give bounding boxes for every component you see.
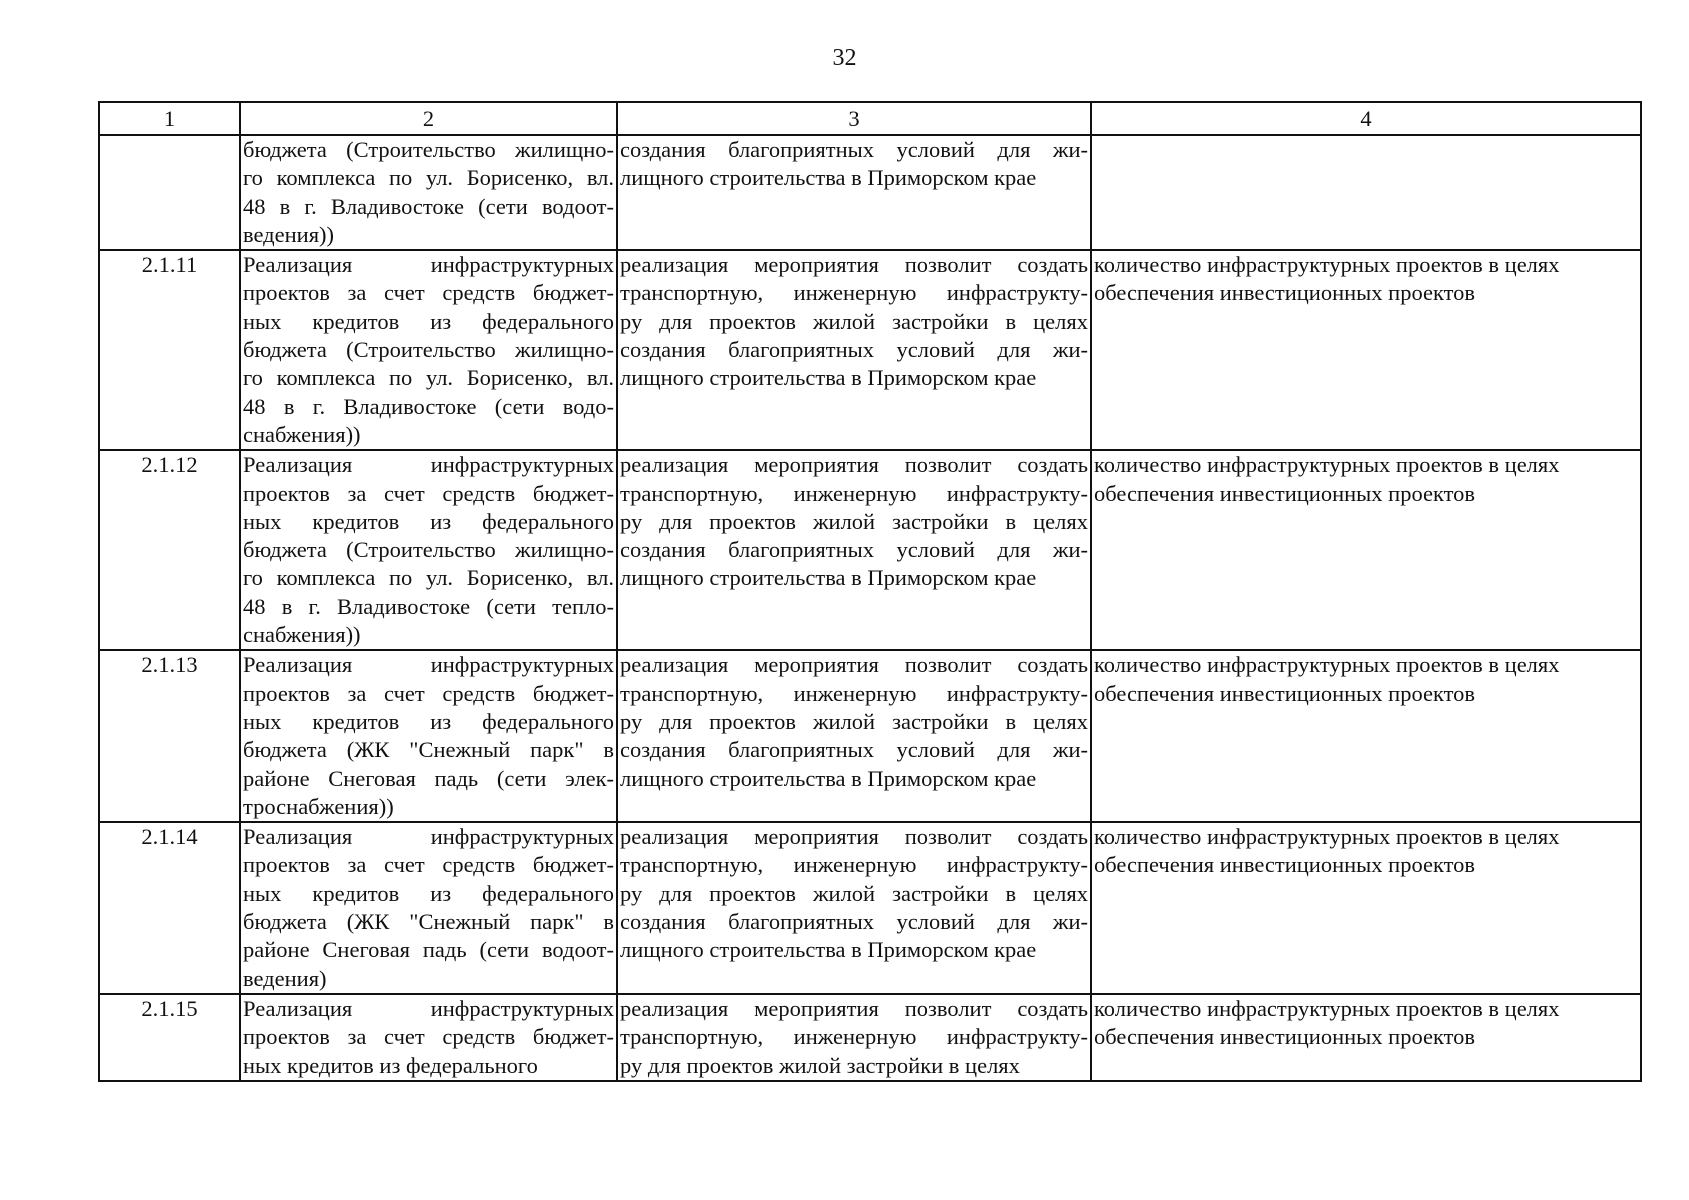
cell-text-line: количество инфраструктурных проектов в целях bbox=[1094, 824, 1560, 850]
cell-text-line: бюджета (ЖК "Снежный парк" в bbox=[243, 909, 614, 935]
cell-text-line: проектов за счет средств бюджет- bbox=[243, 1024, 614, 1050]
cell-text-line: создания благоприятных условий для жи- bbox=[620, 537, 1088, 563]
cell-text-line: лищного строительства в Приморском крае bbox=[620, 765, 1037, 791]
cell-text-line: троснабжения)) bbox=[243, 793, 394, 819]
rationale-cell bbox=[617, 250, 1091, 450]
cell-text-line: обеспечения инвестиционных проектов bbox=[1094, 852, 1475, 878]
cell-text-line: 48 в г. Владивостоке (сети тепло- bbox=[243, 593, 614, 619]
cell-text-line: реализация мероприятия позволит создать bbox=[620, 995, 1088, 1021]
table-row bbox=[99, 994, 1641, 1081]
cell-text-line: ру для проектов жилой застройки в целях bbox=[620, 308, 1088, 334]
cell-text-line: Реализация инфраструктурных bbox=[243, 652, 614, 678]
cell-text-line: Реализация инфраструктурных bbox=[243, 824, 614, 850]
row-number-cell: 2.1.15 bbox=[99, 994, 240, 1081]
rationale-cell bbox=[617, 994, 1091, 1081]
column-header-2: 2 bbox=[240, 102, 617, 135]
cell-text-line: лищного строительства в Приморском крае bbox=[620, 937, 1037, 963]
table-row bbox=[99, 650, 1641, 822]
cell-text-line: реализация мероприятия позволит создать bbox=[620, 652, 1088, 678]
cell-text-line: Реализация инфраструктурных bbox=[243, 252, 614, 278]
description-cell bbox=[240, 822, 617, 994]
cell-text-line: реализация мероприятия позволит создать bbox=[620, 452, 1088, 478]
cell-text-line: обеспечения инвестиционных проектов bbox=[1094, 280, 1475, 306]
cell-text-line: создания благоприятных условий для жи- bbox=[620, 337, 1088, 363]
cell-text-line: проектов за счет средств бюджет- bbox=[243, 280, 614, 306]
cell-text-line: го комплекса по ул. Борисенко, вл. bbox=[243, 565, 614, 591]
cell-text-line: реализация мероприятия позволит создать bbox=[620, 824, 1088, 850]
indicator-cell bbox=[1091, 994, 1641, 1081]
indicator-cell bbox=[1091, 135, 1641, 250]
cell-text-line: обеспечения инвестиционных проектов bbox=[1094, 1024, 1475, 1050]
cell-text-line: ных кредитов из федерального bbox=[243, 708, 614, 734]
cell-text-line: снабжения)) bbox=[243, 622, 361, 648]
table-row bbox=[99, 135, 1641, 250]
description-cell bbox=[240, 250, 617, 450]
indicator-cell bbox=[1091, 250, 1641, 450]
column-header-4: 4 bbox=[1091, 102, 1641, 135]
column-header-3: 3 bbox=[617, 102, 1091, 135]
cell-text-line: ных кредитов из федерального bbox=[243, 308, 614, 334]
cell-text-line: ведения)) bbox=[243, 221, 335, 247]
cell-text-line: бюджета (ЖК "Снежный парк" в bbox=[243, 737, 614, 763]
cell-text-line: ру для проектов жилой застройки в целях bbox=[620, 708, 1088, 734]
cell-text-line: Реализация инфраструктурных bbox=[243, 995, 614, 1021]
description-cell bbox=[240, 650, 617, 822]
cell-text-line: создания благоприятных условий для жи- bbox=[620, 137, 1088, 162]
cell-text-line: транспортную, инженерную инфраструкту- bbox=[620, 680, 1088, 706]
cell-text-line: ведения) bbox=[243, 965, 327, 991]
row-number-cell bbox=[99, 135, 240, 250]
description-cell bbox=[240, 135, 617, 250]
rationale-cell bbox=[617, 450, 1091, 650]
cell-text-line: количество инфраструктурных проектов в целях bbox=[1094, 252, 1560, 278]
cell-text-line: ру для проектов жилой застройки в целях bbox=[620, 508, 1088, 534]
cell-text-line: ных кредитов из федерального bbox=[243, 1052, 538, 1078]
cell-text-line: Реализация инфраструктурных bbox=[243, 452, 614, 478]
cell-text-line: количество инфраструктурных проектов в целях bbox=[1094, 995, 1560, 1021]
description-cell bbox=[240, 994, 617, 1081]
cell-text-line: 48 в г. Владивостоке (сети водоот- bbox=[243, 193, 614, 219]
table-body bbox=[99, 135, 1641, 1081]
rationale-cell bbox=[617, 135, 1091, 250]
cell-text-line: го комплекса по ул. Борисенко, вл. bbox=[243, 165, 614, 191]
cell-text-line: реализация мероприятия позволит создать bbox=[620, 252, 1088, 278]
cell-text-line: лищного строительства в Приморском крае bbox=[620, 165, 1037, 191]
cell-text-line: проектов за счет средств бюджет- bbox=[243, 480, 614, 506]
cell-text-line: 48 в г. Владивостоке (сети водо- bbox=[243, 393, 614, 419]
cell-text-line: обеспечения инвестиционных проектов bbox=[1094, 480, 1475, 506]
cell-text-line: ру для проектов жилой застройки в целях bbox=[620, 1052, 1020, 1078]
cell-text-line: ных кредитов из федерального bbox=[243, 880, 614, 906]
cell-text-line: бюджета (Строительство жилищно- bbox=[243, 137, 614, 162]
row-number-cell: 2.1.12 bbox=[99, 450, 240, 650]
cell-text-line: бюджета (Строительство жилищно- bbox=[243, 537, 614, 563]
cell-text-line: проектов за счет средств бюджет- bbox=[243, 852, 614, 878]
row-number-cell: 2.1.11 bbox=[99, 250, 240, 450]
cell-text-line: создания благоприятных условий для жи- bbox=[620, 737, 1088, 763]
indicator-cell bbox=[1091, 650, 1641, 822]
cell-text-line: районе Снеговая падь (сети водоот- bbox=[243, 937, 614, 963]
column-header-1: 1 bbox=[99, 102, 240, 135]
table-row bbox=[99, 450, 1641, 650]
cell-text-line: транспортную, инженерную инфраструкту- bbox=[620, 852, 1088, 878]
cell-text-line: лищного строительства в Приморском крае bbox=[620, 365, 1037, 391]
indicator-cell bbox=[1091, 450, 1641, 650]
cell-text-line: транспортную, инженерную инфраструкту- bbox=[620, 1024, 1088, 1050]
rationale-cell bbox=[617, 650, 1091, 822]
cell-text-line: районе Снеговая падь (сети элек- bbox=[243, 765, 614, 791]
cell-text-line: обеспечения инвестиционных проектов bbox=[1094, 680, 1475, 706]
table-row bbox=[99, 250, 1641, 450]
cell-text-line: количество инфраструктурных проектов в целях bbox=[1094, 652, 1560, 678]
table-row bbox=[99, 822, 1641, 994]
page-number: 32 bbox=[832, 45, 857, 71]
data-table bbox=[98, 101, 1642, 1082]
indicator-cell bbox=[1091, 822, 1641, 994]
cell-text-line: транспортную, инженерную инфраструкту- bbox=[620, 280, 1088, 306]
cell-text-line: создания благоприятных условий для жи- bbox=[620, 909, 1088, 935]
rationale-cell bbox=[617, 822, 1091, 994]
row-number-cell: 2.1.14 bbox=[99, 822, 240, 994]
cell-text-line: го комплекса по ул. Борисенко, вл. bbox=[243, 365, 614, 391]
cell-text-line: проектов за счет средств бюджет- bbox=[243, 680, 614, 706]
cell-text-line: количество инфраструктурных проектов в целях bbox=[1094, 452, 1560, 478]
row-number-cell: 2.1.13 bbox=[99, 650, 240, 822]
description-cell bbox=[240, 450, 617, 650]
table-header-row bbox=[99, 102, 1641, 135]
cell-text-line: ных кредитов из федерального bbox=[243, 508, 614, 534]
cell-text-line: бюджета (Строительство жилищно- bbox=[243, 337, 614, 363]
cell-text-line: ру для проектов жилой застройки в целях bbox=[620, 880, 1088, 906]
cell-text-line: снабжения)) bbox=[243, 421, 361, 447]
cell-text-line: транспортную, инженерную инфраструкту- bbox=[620, 480, 1088, 506]
cell-text-line: лищного строительства в Приморском крае bbox=[620, 565, 1037, 591]
